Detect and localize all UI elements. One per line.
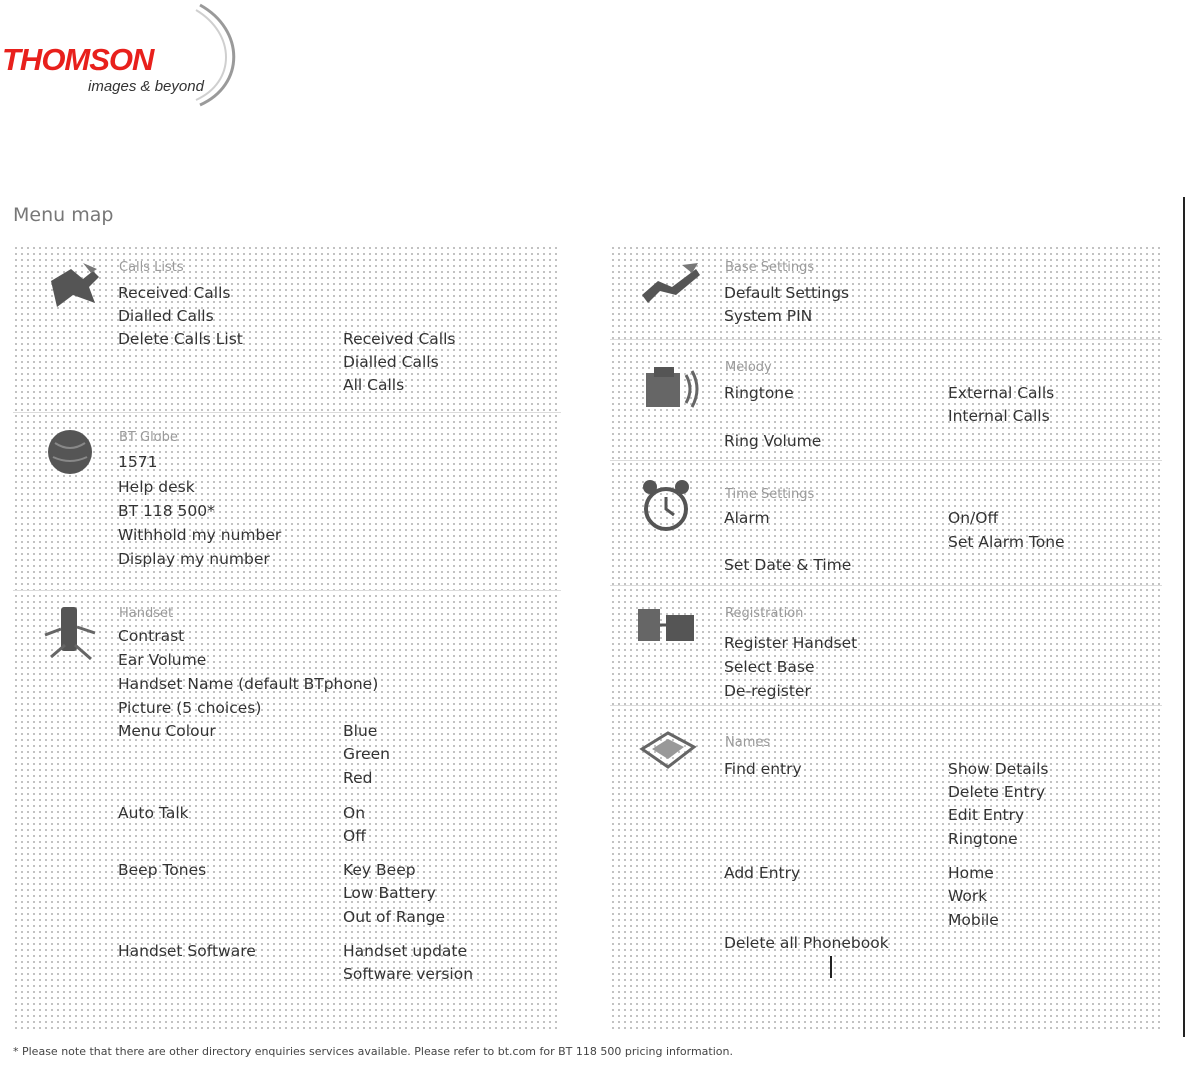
submenu-item[interactable]: Out of Range	[343, 908, 446, 926]
alarm-clock-icon	[640, 477, 692, 535]
logo-tagline: images & beyond	[88, 78, 204, 95]
section-divider	[610, 585, 1162, 586]
logo-brand: THOMSON	[2, 42, 154, 77]
menu-item[interactable]: Handset Name (default BTphone)	[118, 675, 379, 693]
menu-item[interactable]: Received Calls	[118, 284, 231, 302]
submenu-item[interactable]: Work	[948, 887, 988, 905]
melody-icon	[642, 363, 700, 411]
calls-lists-title: Calls Lists	[119, 260, 184, 275]
menu-item[interactable]: System PIN	[724, 307, 813, 325]
submenu-item[interactable]: On/Off	[948, 509, 999, 527]
text-cursor	[830, 956, 832, 978]
menu-item[interactable]: Beep Tones	[118, 861, 207, 879]
menu-item[interactable]: Withhold my number	[118, 526, 282, 544]
submenu-item[interactable]: Green	[343, 745, 390, 763]
handset-icon	[41, 603, 99, 665]
menu-item[interactable]: Ear Volume	[118, 651, 207, 669]
registration-title: Registration	[725, 606, 804, 621]
menu-item[interactable]: BT 118 500*	[118, 502, 215, 520]
submenu-item[interactable]: All Calls	[343, 376, 405, 394]
menu-panel-left	[13, 245, 561, 1030]
menu-item[interactable]: Find entry	[724, 760, 802, 778]
bt-globe-title: BT Globe	[119, 430, 178, 445]
menu-panel-right	[610, 245, 1162, 1030]
menu-item[interactable]: Alarm	[724, 509, 770, 527]
menu-item[interactable]: Ringtone	[724, 384, 794, 402]
submenu-item[interactable]: Handset update	[343, 942, 468, 960]
names-title: Names	[725, 735, 771, 750]
submenu-item[interactable]: Low Battery	[343, 884, 436, 902]
registration-icon	[636, 605, 698, 647]
phonebook-icon	[638, 729, 698, 773]
page-title: Menu map	[13, 204, 114, 226]
menu-item[interactable]: Contrast	[118, 627, 185, 645]
menu-item[interactable]: Auto Talk	[118, 804, 189, 822]
submenu-item[interactable]: Off	[343, 827, 366, 845]
menu-item[interactable]: Help desk	[118, 478, 195, 496]
submenu-item[interactable]: Received Calls	[343, 330, 456, 348]
section-divider	[13, 590, 561, 591]
base-settings-title: Base Settings	[725, 260, 815, 275]
submenu-item[interactable]: Ringtone	[948, 830, 1018, 848]
section-divider	[610, 460, 1162, 461]
thomson-logo	[0, 0, 240, 110]
submenu-item[interactable]: Delete Entry	[948, 783, 1046, 801]
melody-title: Melody	[725, 360, 772, 375]
menu-item[interactable]: Menu Colour	[118, 722, 216, 740]
menu-item[interactable]: Handset Software	[118, 942, 256, 960]
time-settings-title: Time Settings	[725, 487, 815, 502]
menu-item[interactable]: 1571	[118, 453, 158, 471]
section-divider	[610, 705, 1162, 706]
menu-item[interactable]: Select Base	[724, 658, 815, 676]
globe-icon	[43, 425, 97, 479]
submenu-item[interactable]: Software version	[343, 965, 474, 983]
submenu-item[interactable]: Show Details	[948, 760, 1049, 778]
submenu-item[interactable]: Internal Calls	[948, 407, 1050, 425]
submenu-item[interactable]: Dialled Calls	[343, 353, 439, 371]
submenu-item[interactable]: External Calls	[948, 384, 1055, 402]
submenu-item[interactable]: On	[343, 804, 366, 822]
section-divider	[13, 412, 561, 413]
menu-item[interactable]: Dialled Calls	[118, 307, 214, 325]
submenu-item[interactable]: Key Beep	[343, 861, 416, 879]
menu-item[interactable]: Delete Calls List	[118, 330, 243, 348]
section-divider	[610, 339, 1162, 340]
footnote: * Please note that there are other directory enquiries services available. Please refer to bt.com for BT 118 500 pricing information.	[13, 1045, 733, 1058]
menu-item[interactable]: Display my number	[118, 550, 270, 568]
menu-item[interactable]: Picture (5 choices)	[118, 699, 262, 717]
menu-item[interactable]: Add Entry	[724, 864, 801, 882]
menu-item[interactable]: Default Settings	[724, 284, 850, 302]
menu-item[interactable]: Register Handset	[724, 634, 858, 652]
base-settings-icon	[638, 259, 704, 307]
menu-item[interactable]: Delete all Phonebook	[724, 934, 889, 952]
page-edge-rule	[1183, 197, 1185, 1037]
submenu-item[interactable]: Home	[948, 864, 994, 882]
submenu-item[interactable]: Red	[343, 769, 373, 787]
menu-item[interactable]: De-register	[724, 682, 811, 700]
menu-item[interactable]: Set Date & Time	[724, 556, 852, 574]
submenu-item[interactable]: Edit Entry	[948, 806, 1025, 824]
submenu-item[interactable]: Set Alarm Tone	[948, 533, 1065, 551]
calls-icon	[43, 259, 101, 311]
handset-title: Handset	[119, 606, 174, 621]
menu-item[interactable]: Ring Volume	[724, 432, 822, 450]
submenu-item[interactable]: Mobile	[948, 911, 999, 929]
submenu-item[interactable]: Blue	[343, 722, 378, 740]
